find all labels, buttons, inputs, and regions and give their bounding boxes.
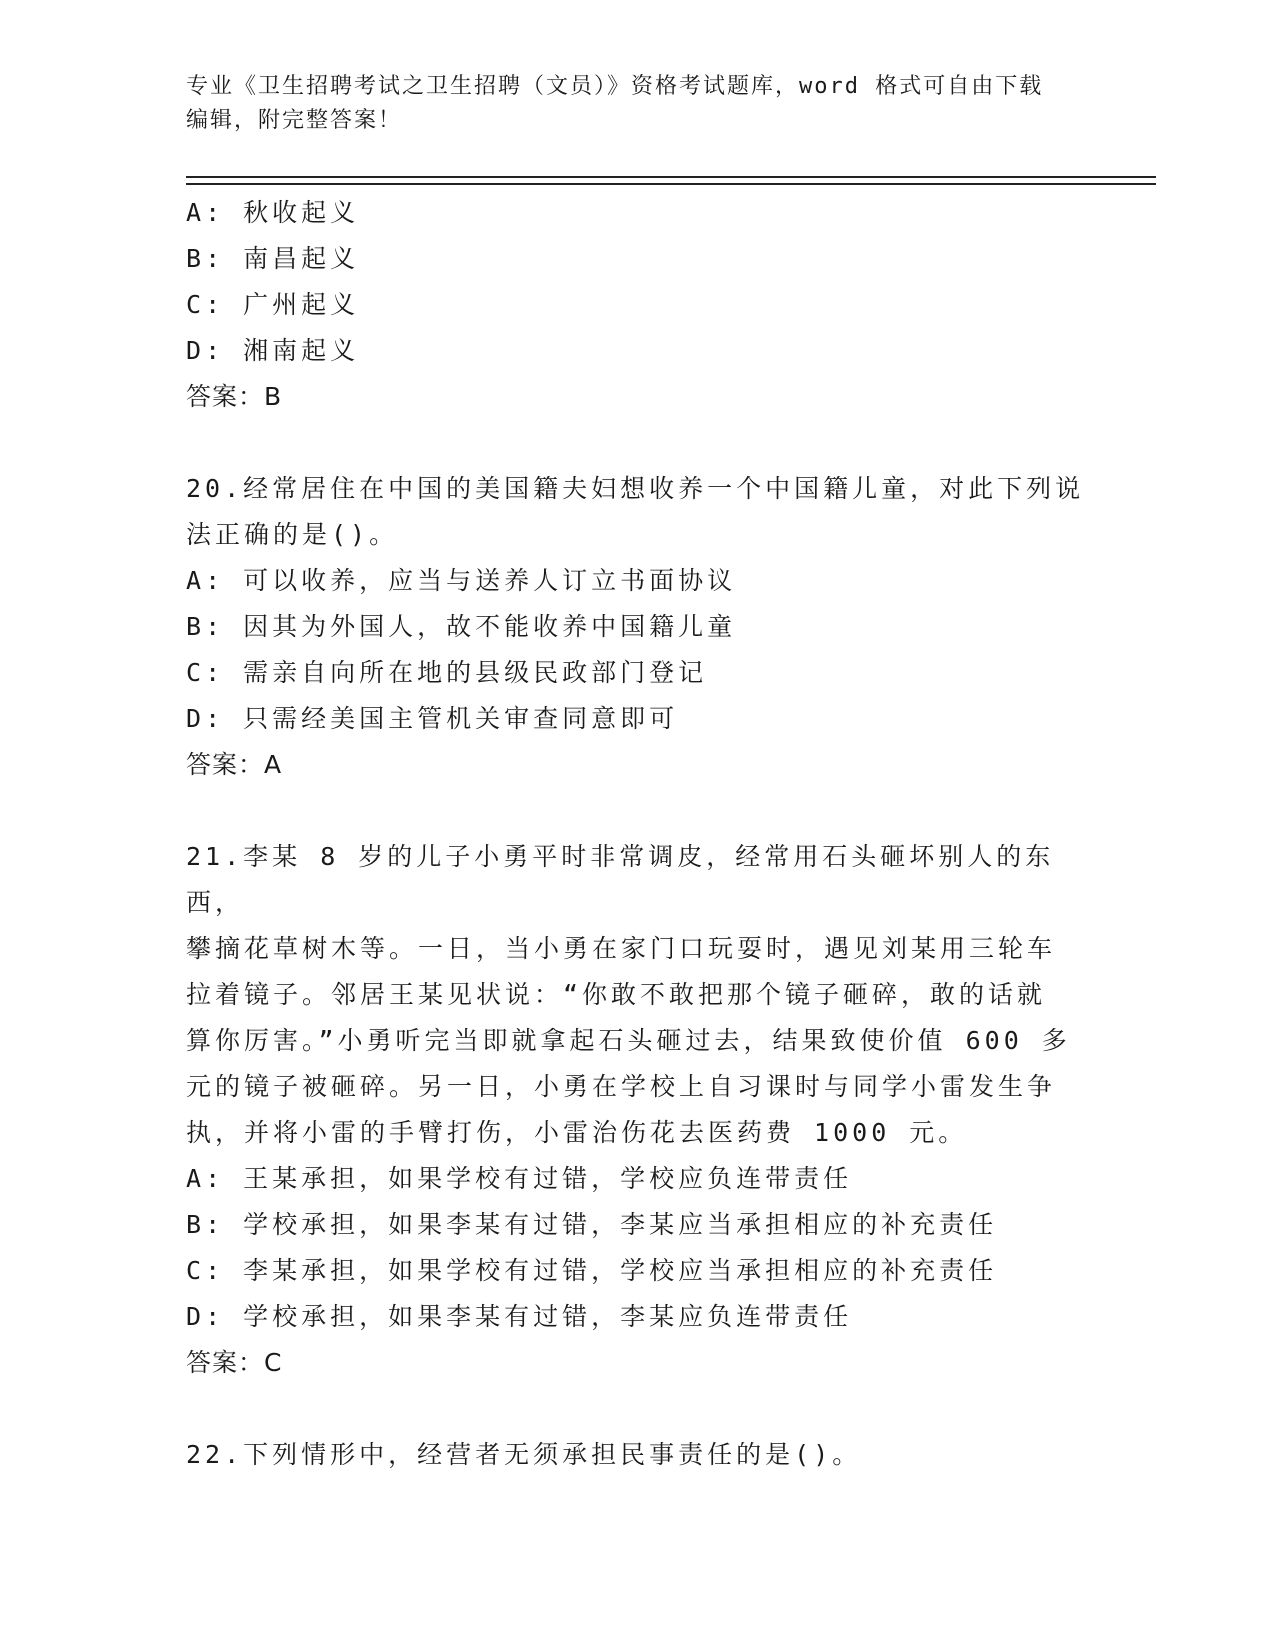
question-text-line: 元的镜子被砸碎。另一日，小勇在学校上自习课时与同学小雷发生争 bbox=[186, 1072, 1057, 1101]
option-a bbox=[186, 190, 1086, 236]
option-separator: : bbox=[205, 244, 244, 273]
question-spacer bbox=[186, 1386, 1086, 1432]
option-letter: A bbox=[186, 566, 206, 595]
question-text-line: 22.下列情形中，经营者无须承担民事责任的是()。 bbox=[186, 1440, 862, 1469]
option-separator: : bbox=[205, 1210, 244, 1239]
option-separator: : bbox=[205, 290, 244, 319]
option-letter: B bbox=[186, 612, 206, 641]
option-text: 南昌起义 bbox=[243, 244, 360, 273]
option-c bbox=[186, 650, 1086, 696]
option-letter: A bbox=[186, 198, 206, 227]
option-text: 需亲自向所在地的县级民政部门登记 bbox=[243, 658, 708, 687]
option-letter: D bbox=[186, 704, 206, 733]
option-letter: D bbox=[186, 1302, 206, 1331]
option-separator: : bbox=[205, 198, 244, 227]
document-header bbox=[186, 70, 1086, 138]
option-letter: D bbox=[186, 336, 206, 365]
option-text: 只需经美国主管机关审查同意即可 bbox=[243, 704, 679, 733]
option-a bbox=[186, 1156, 1086, 1202]
option-text: 李某承担，如果学校有过错，学校应当承担相应的补充责任 bbox=[243, 1256, 998, 1285]
option-separator: : bbox=[205, 566, 244, 595]
option-letter: C bbox=[186, 290, 206, 319]
option-b bbox=[186, 1202, 1086, 1248]
question-text-line: 法正确的是()。 bbox=[186, 520, 399, 549]
option-text: 湘南起义 bbox=[243, 336, 360, 365]
answer-value: C bbox=[264, 1348, 283, 1377]
question-block bbox=[186, 466, 1086, 788]
question-text-line: 拉着镜子。邻居王某见状说：“你敢不敢把那个镜子砸碎，敢的话就 bbox=[186, 980, 1047, 1009]
option-d bbox=[186, 1294, 1086, 1340]
option-letter: A bbox=[186, 1164, 206, 1193]
option-d bbox=[186, 696, 1086, 742]
answer-label: 答案： bbox=[186, 1348, 265, 1377]
option-text: 可以收养，应当与送养人订立书面协议 bbox=[243, 566, 737, 595]
option-text: 秋收起义 bbox=[243, 198, 360, 227]
option-b bbox=[186, 604, 1086, 650]
question-block bbox=[186, 834, 1086, 1386]
option-b bbox=[186, 236, 1086, 282]
question-text-line: 算你厉害。”小勇听完当即就拿起石头砸过去，结果致使价值 600 多 bbox=[186, 1026, 1071, 1055]
question-spacer bbox=[186, 420, 1086, 466]
option-text: 因其为外国人，故不能收养中国籍儿童 bbox=[243, 612, 737, 641]
option-letter: C bbox=[186, 658, 206, 687]
question-list bbox=[186, 190, 1086, 1478]
option-text: 学校承担，如果李某有过错，李某应当承担相应的补充责任 bbox=[243, 1210, 998, 1239]
header-title-line-1: 专业《卫生招聘考试之卫生招聘（文员）》资格考试题库，word 格式可自由下载 bbox=[186, 74, 1044, 99]
option-separator: : bbox=[205, 1164, 244, 1193]
option-text: 王某承担，如果学校有过错，学校应负连带责任 bbox=[243, 1164, 853, 1193]
option-c bbox=[186, 282, 1086, 328]
question-text-line: 攀摘花草树木等。一日，当小勇在家门口玩耍时，遇见刘某用三轮车 bbox=[186, 934, 1057, 963]
option-d bbox=[186, 328, 1086, 374]
option-c bbox=[186, 1248, 1086, 1294]
answer-value: A bbox=[264, 750, 283, 779]
option-letter: B bbox=[186, 1210, 206, 1239]
option-text: 学校承担，如果李某有过错，李某应负连带责任 bbox=[243, 1302, 853, 1331]
answer-value: B bbox=[264, 382, 283, 411]
option-separator: : bbox=[205, 336, 244, 365]
option-separator: : bbox=[205, 1302, 244, 1331]
option-letter: B bbox=[186, 244, 206, 273]
answer-line bbox=[186, 742, 1086, 788]
header-divider-bottom bbox=[186, 183, 1156, 185]
header-divider-top bbox=[186, 176, 1156, 178]
option-a bbox=[186, 558, 1086, 604]
option-letter: C bbox=[186, 1256, 206, 1285]
answer-line bbox=[186, 374, 1086, 420]
question-text-line: 执，并将小雷的手臂打伤，小雷治伤花去医药费 1000 元。 bbox=[186, 1118, 968, 1147]
question-block bbox=[186, 190, 1086, 420]
answer-line bbox=[186, 1340, 1086, 1386]
option-separator: : bbox=[205, 704, 244, 733]
question-text-line: 20.经常居住在中国的美国籍夫妇想收养一个中国籍儿童，对此下列说 bbox=[186, 474, 1085, 503]
question-text-line: 21.李某 8 岁的儿子小勇平时非常调皮，经常用石头砸坏别人的东西， bbox=[186, 842, 1055, 917]
option-separator: : bbox=[205, 1256, 244, 1285]
question-spacer bbox=[186, 788, 1086, 834]
header-title-line-2: 编辑，附完整答案！ bbox=[186, 108, 403, 133]
option-separator: : bbox=[205, 658, 244, 687]
option-separator: : bbox=[205, 612, 244, 641]
option-text: 广州起义 bbox=[243, 290, 360, 319]
answer-label: 答案： bbox=[186, 382, 265, 411]
question-block bbox=[186, 1432, 1086, 1478]
answer-label: 答案： bbox=[186, 750, 265, 779]
